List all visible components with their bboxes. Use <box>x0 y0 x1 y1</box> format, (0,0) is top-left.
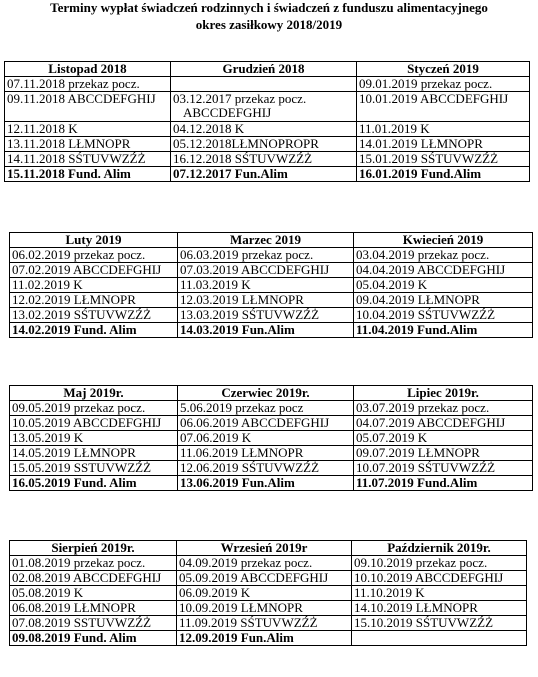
payment-date-cell: 04.04.2019 ABCCDEFGHIJ <box>354 263 533 278</box>
payment-date-cell: 13.11.2018 LŁMNOPR <box>5 137 171 152</box>
table-row <box>10 416 533 431</box>
payment-date-cell: 11.09.2019 SŚTUVWZŹŻ <box>177 616 352 631</box>
table-row <box>10 476 533 491</box>
payment-date-cell: 06.08.2019 LŁMNOPR <box>10 601 177 616</box>
payment-date-cell: 05.09.2019 ABCCDEFGHIJ <box>177 571 352 586</box>
payment-date-cell: 11.03.2019 K <box>178 278 354 293</box>
payment-date-cell: 04.07.2019 ABCCDEFGHIJ <box>354 416 533 431</box>
payment-date-cell: 06.06.2019 ABCCDEFGHIJ <box>178 416 354 431</box>
fund-alim-date-cell: 16.05.2019 Fund. Alim <box>10 476 178 491</box>
fund-alim-date-cell: 09.08.2019 Fund. Alim <box>10 631 177 646</box>
payment-date-cell: 12.11.2018 K <box>5 122 171 137</box>
payment-date-cell: 15.05.2019 SSTUVWZŹŻ <box>10 461 178 476</box>
payment-date-cell: 12.06.2019 SŚTUVWZŹŻ <box>178 461 354 476</box>
payment-date-cell: 12.02.2019 LŁMNOPR <box>10 293 178 308</box>
payment-date-cell: 12.03.2019 LŁMNOPR <box>178 293 354 308</box>
payment-date-cell: 09.01.2019 przekaz pocz. <box>357 77 530 92</box>
payment-date-cell-line1: 03.12.2017 przekaz pocz. <box>173 91 307 106</box>
month-header: Marzec 2019 <box>178 233 354 248</box>
fund-alim-date-cell: 11.07.2019 Fund.Alim <box>354 476 533 491</box>
payment-date-cell: 11.01.2019 K <box>357 122 530 137</box>
month-header: Czerwiec 2019r. <box>178 386 354 401</box>
schedule-table-feb-apr <box>9 232 533 338</box>
table-row <box>5 92 530 122</box>
payment-date-cell: 09.04.2019 LŁMNOPR <box>354 293 533 308</box>
table-row <box>10 323 533 338</box>
fund-alim-date-cell: 16.01.2019 Fund.Alim <box>357 167 530 182</box>
payment-date-cell: 09.11.2018 ABCCDEFGHIJ <box>5 92 171 122</box>
table-row <box>10 556 527 571</box>
schedule-table-may-jul <box>9 385 533 491</box>
payment-date-cell: 05.04.2019 K <box>354 278 533 293</box>
table-row <box>5 167 530 182</box>
payment-date-cell: 16.12.2018 SŚTUVWZŹŻ <box>171 152 357 167</box>
month-header: Październik 2019r. <box>352 541 527 556</box>
payment-date-cell: 07.02.2019 ABCCDEFGHIJ <box>10 263 178 278</box>
table-row <box>10 293 533 308</box>
table-row <box>10 278 533 293</box>
payment-date-cell: 05.07.2019 K <box>354 431 533 446</box>
table-row <box>10 616 527 631</box>
payment-date-cell: 10.01.2019 ABCCDEFGHIJ <box>357 92 530 122</box>
payment-date-cell: 14.10.2019 LŁMNOPR <box>352 601 527 616</box>
payment-date-cell: 09.10.2019 przekaz pocz. <box>352 556 527 571</box>
payment-date-cell: 06.09.2019 K <box>177 586 352 601</box>
month-header: Wrzesień 2019r <box>177 541 352 556</box>
payment-date-cell: 14.11.2018 SŚTUVWZŹŻ <box>5 152 171 167</box>
payment-date-cell: 13.02.2019 SŚTUVWZŹŻ <box>10 308 178 323</box>
table-row <box>10 248 533 263</box>
payment-date-cell-line2: ABCCDEFGHIJ <box>183 105 272 120</box>
table-row <box>10 571 527 586</box>
month-header: Maj 2019r. <box>10 386 178 401</box>
payment-date-cell: 14.05.2019 LŁMNOPR <box>10 446 178 461</box>
table-row <box>10 446 533 461</box>
payment-date-cell: 11.10.2019 K <box>352 586 527 601</box>
payment-date-cell: 06.02.2019 przekaz pocz. <box>10 248 178 263</box>
payment-date-cell: 03.04.2019 przekaz pocz. <box>354 248 533 263</box>
table-header-row <box>10 386 533 401</box>
payment-date-cell: 10.04.2019 SŚTUVWZŹŻ <box>354 308 533 323</box>
payment-date-cell: 07.06.2019 K <box>178 431 354 446</box>
payment-date-cell: 10.09.2019 LŁMNOPR <box>177 601 352 616</box>
payment-date-cell: 11.06.2019 LŁMNOPR <box>178 446 354 461</box>
payment-date-cell: 04.12.2018 K <box>171 122 357 137</box>
table-row <box>10 401 533 416</box>
fund-alim-date-cell: 12.09.2019 Fun.Alim <box>177 631 352 646</box>
payment-date-cell: 06.03.2019 przekaz pocz. <box>178 248 354 263</box>
payment-date-cell: 13.05.2019 K <box>10 431 178 446</box>
table-header-row <box>10 233 533 248</box>
month-header: Listopad 2018 <box>5 62 171 77</box>
payment-date-cell: 02.08.2019 ABCCDEFGHIJ <box>10 571 177 586</box>
payment-date-cell: 5.06.2019 przekaz pocz <box>178 401 354 416</box>
month-header: Styczeń 2019 <box>357 62 530 77</box>
table-row <box>10 263 533 278</box>
payment-date-cell: 13.03.2019 SŚTUVWZŹŻ <box>178 308 354 323</box>
fund-alim-date-cell <box>352 631 527 646</box>
payment-date-cell: 05.12.2018LŁMNOPROPR <box>171 137 357 152</box>
fund-alim-date-cell: 13.06.2019 Fun.Alim <box>178 476 354 491</box>
table-row <box>10 631 527 646</box>
payment-date-cell: 10.10.2019 ABCCDEFGHIJ <box>352 571 527 586</box>
payment-date-cell: 01.08.2019 przekaz pocz. <box>10 556 177 571</box>
payment-date-cell: 15.10.2019 SŚTUVWZŹŻ <box>352 616 527 631</box>
payment-date-cell: 09.07.2019 LŁMNOPR <box>354 446 533 461</box>
fund-alim-date-cell: 11.04.2019 Fund.Alim <box>354 323 533 338</box>
fund-alim-date-cell: 07.12.2017 Fun.Alim <box>171 167 357 182</box>
month-header: Sierpień 2019r. <box>10 541 177 556</box>
payment-date-cell: 10.05.2019 ABCCDEFGHIJ <box>10 416 178 431</box>
month-header: Grudzień 2018 <box>171 62 357 77</box>
month-header: Luty 2019 <box>10 233 178 248</box>
payment-date-cell: 07.03.2019 ABCCDEFGHIJ <box>178 263 354 278</box>
fund-alim-date-cell: 14.02.2019 Fund. Alim <box>10 323 178 338</box>
month-header: Lipiec 2019r. <box>354 386 533 401</box>
payment-date-cell: 03.07.2019 przekaz pocz. <box>354 401 533 416</box>
payment-date-cell: 10.07.2019 SŚTUVWZŹŻ <box>354 461 533 476</box>
payment-date-cell: 15.01.2019 SŚTUVWZŹŻ <box>357 152 530 167</box>
payment-date-cell: 05.08.2019 K <box>10 586 177 601</box>
schedule-table-nov-jan <box>4 61 530 182</box>
payment-date-cell: 11.02.2019 K <box>10 278 178 293</box>
table-row <box>5 152 530 167</box>
table-row <box>10 431 533 446</box>
schedule-table-aug-oct <box>9 540 527 646</box>
table-header-row <box>5 62 530 77</box>
payment-date-cell: 07.11.2018 przekaz pocz. <box>5 77 171 92</box>
table-row <box>10 308 533 323</box>
payment-date-cell: 14.01.2019 LŁMNOPR <box>357 137 530 152</box>
fund-alim-date-cell: 14.03.2019 Fun.Alim <box>178 323 354 338</box>
payment-date-cell <box>171 77 357 92</box>
payment-date-cell: 04.09.2019 przekaz pocz. <box>177 556 352 571</box>
fund-alim-date-cell: 15.11.2018 Fund. Alim <box>5 167 171 182</box>
table-row <box>5 137 530 152</box>
document-subtitle: okres zasiłkowy 2018/2019 <box>195 17 343 32</box>
table-row <box>5 77 530 92</box>
document-title: Terminy wypłat świadczeń rodzinnych i świadczeń z funduszu alimentacyjnego <box>50 0 488 15</box>
table-header-row <box>10 541 527 556</box>
payment-date-cell-wrapped <box>171 92 357 122</box>
table-row <box>10 586 527 601</box>
table-row <box>10 461 533 476</box>
payment-date-cell: 07.08.2019 SSTUVWZŹŻ <box>10 616 177 631</box>
payment-date-cell: 09.05.2019 przekaz pocz. <box>10 401 178 416</box>
table-row <box>10 601 527 616</box>
table-row <box>5 122 530 137</box>
month-header: Kwiecień 2019 <box>354 233 533 248</box>
